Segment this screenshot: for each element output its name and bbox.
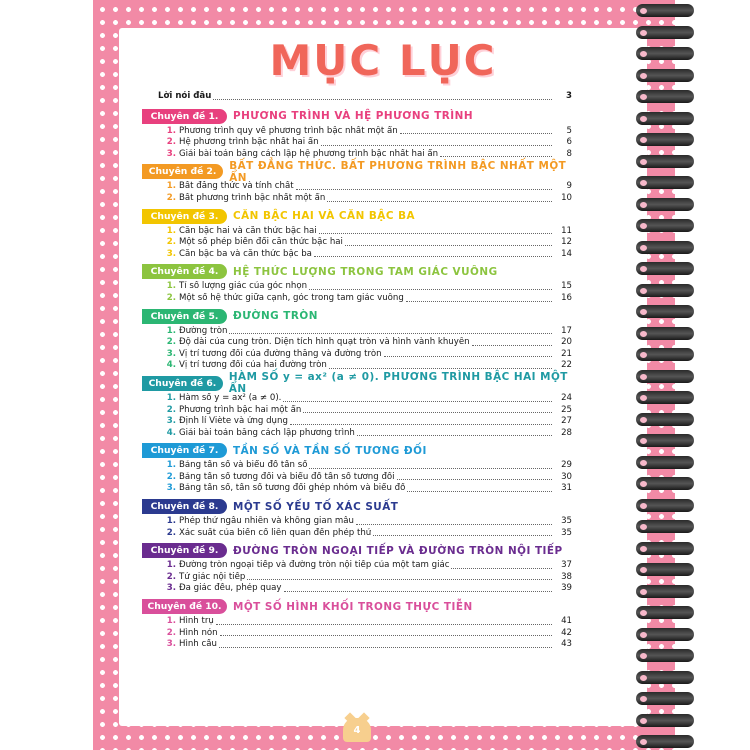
spiral-ring bbox=[636, 262, 694, 275]
leader-dots bbox=[373, 535, 552, 536]
toc-entry[interactable] bbox=[164, 181, 572, 193]
leader-dots bbox=[327, 201, 552, 202]
intro-page: 3 bbox=[566, 91, 572, 101]
topic-header[interactable] bbox=[142, 308, 572, 325]
entry-title: Độ dài của cung tròn. Diện tích hình quạt tròn và hình vành khuyên bbox=[179, 337, 470, 348]
topic-header[interactable] bbox=[142, 108, 572, 125]
entry-page: 25 bbox=[561, 404, 572, 415]
entry-number: 1. bbox=[166, 392, 176, 403]
entry-title: Hệ phương trình bậc nhất hai ẩn bbox=[179, 137, 319, 148]
entry-title: Bảng tần số và biểu đồ tần số bbox=[179, 460, 308, 471]
spiral-ring bbox=[636, 90, 694, 103]
entry-title: Một số phép biến đổi căn thức bậc hai bbox=[179, 237, 343, 248]
entry-page: 9 bbox=[566, 181, 572, 192]
topic-header[interactable] bbox=[142, 598, 572, 615]
spiral-ring bbox=[636, 456, 694, 469]
entry-page: 27 bbox=[561, 416, 572, 427]
page-number-tab: 4 bbox=[343, 718, 371, 742]
entry-number: 2. bbox=[166, 192, 176, 203]
entry-page: 24 bbox=[561, 392, 572, 403]
entry-title: Tỉ số lượng giác của góc nhọn bbox=[179, 281, 308, 292]
toc-entry[interactable] bbox=[164, 460, 572, 472]
spiral-ring bbox=[636, 735, 694, 748]
intro-label: Lời nói đầu bbox=[158, 91, 212, 101]
leader-dots bbox=[296, 189, 552, 190]
entry-number: 1. bbox=[166, 460, 176, 471]
toc-entry[interactable] bbox=[164, 628, 572, 640]
spiral-ring bbox=[636, 714, 694, 727]
entry-title: Đường tròn ngoại tiếp và đường tròn nội tiếp của một tam giác bbox=[179, 560, 450, 571]
topic-badge: Chuyên đề 5. bbox=[142, 309, 227, 324]
entry-page: 6 bbox=[566, 137, 572, 148]
spiral-ring bbox=[636, 370, 694, 383]
entry-page: 38 bbox=[561, 571, 572, 582]
entry-title: Căn bậc hai và căn thức bậc hai bbox=[179, 225, 317, 236]
leader-dots bbox=[397, 479, 552, 480]
leader-dots bbox=[309, 289, 552, 290]
topic-title: HỆ THỨC LƯỢNG TRONG TAM GIÁC VUÔNG bbox=[233, 265, 498, 278]
topic-header[interactable] bbox=[142, 208, 572, 225]
entry-number: 1. bbox=[166, 225, 176, 236]
spiral-ring bbox=[636, 606, 694, 619]
entry-number: 2. bbox=[166, 404, 176, 415]
entry-title: Vị trí tương đối của đường thẳng và đường tròn bbox=[179, 348, 382, 359]
entry-number: 4. bbox=[166, 360, 176, 371]
spiral-ring bbox=[636, 563, 694, 576]
topic-items bbox=[142, 181, 572, 204]
toc-entry[interactable] bbox=[164, 293, 572, 305]
entry-page: 35 bbox=[561, 527, 572, 538]
topic-title: BẤT ĐẲNG THỨC. BẤT PHƯƠNG TRÌNH BẬC NHẤT MỘT ẨN bbox=[229, 159, 567, 184]
entry-number: 3. bbox=[166, 348, 176, 359]
leader-dots bbox=[319, 233, 552, 234]
entry-number: 2. bbox=[166, 237, 176, 248]
topic-items bbox=[142, 393, 572, 439]
entry-number: 3. bbox=[166, 639, 176, 650]
toc-entry[interactable] bbox=[164, 337, 572, 349]
entry-page: 16 bbox=[561, 292, 572, 303]
entry-title: Hình cầu bbox=[179, 639, 217, 650]
topic-badge: Chuyên đề 2. bbox=[142, 164, 223, 179]
entry-number: 1. bbox=[166, 125, 176, 136]
entry-page: 42 bbox=[561, 627, 572, 638]
entry-page: 35 bbox=[561, 516, 572, 527]
entry-title: Định lí Viète và ứng dụng bbox=[179, 416, 288, 427]
toc-entry[interactable] bbox=[164, 583, 572, 595]
entry-number: 1. bbox=[166, 181, 176, 192]
leader-dots bbox=[219, 647, 552, 648]
spiral-ring bbox=[636, 348, 694, 361]
leader-dots bbox=[290, 424, 552, 425]
entry-title: Tứ giác nội tiếp bbox=[179, 571, 246, 582]
leader-dots bbox=[345, 245, 552, 246]
topic-badge: Chuyên đề 4. bbox=[142, 264, 227, 279]
entry-page: 17 bbox=[561, 325, 572, 336]
spiral-ring bbox=[636, 585, 694, 598]
leader-dots bbox=[451, 568, 552, 569]
entry-number: 2. bbox=[166, 137, 176, 148]
leader-dots bbox=[406, 301, 552, 302]
spiral-ring bbox=[636, 413, 694, 426]
entry-number: 2. bbox=[166, 292, 176, 303]
leader-dots bbox=[229, 333, 552, 334]
topic-badge: Chuyên đề 6. bbox=[142, 376, 223, 391]
leader-dots bbox=[283, 401, 552, 402]
entry-number: 3. bbox=[166, 416, 176, 427]
entry-number: 1. bbox=[166, 616, 176, 627]
leader-dots bbox=[216, 624, 552, 625]
toc-entry[interactable] bbox=[164, 560, 572, 572]
entry-number: 2. bbox=[166, 337, 176, 348]
topic-title: ĐƯỜNG TRÒN NGOẠI TIẾP VÀ ĐƯỜNG TRÒN NỘI TIẾP bbox=[233, 544, 563, 557]
topic-badge: Chuyên đề 10. bbox=[142, 599, 227, 614]
entry-number: 2. bbox=[166, 527, 176, 538]
table-of-contents bbox=[142, 91, 572, 651]
entry-page: 37 bbox=[561, 560, 572, 571]
entry-title: Giải bài toán bằng cách lập phương trình bbox=[179, 427, 355, 438]
topic-items bbox=[142, 616, 572, 651]
leader-dots bbox=[220, 635, 552, 636]
entry-title: Hình nón bbox=[179, 627, 218, 638]
spiral-ring bbox=[636, 520, 694, 533]
page-title: MỤC LỤC bbox=[269, 36, 497, 85]
spiral-ring bbox=[636, 176, 694, 189]
entry-page: 31 bbox=[561, 483, 572, 494]
entry-page: 10 bbox=[561, 192, 572, 203]
toc-entry[interactable] bbox=[164, 616, 572, 628]
entry-number: 3. bbox=[166, 483, 176, 494]
leader-dots bbox=[356, 524, 552, 525]
entry-page: 12 bbox=[561, 237, 572, 248]
toc-entry[interactable] bbox=[164, 516, 572, 528]
entry-number: 1. bbox=[166, 516, 176, 527]
topic-header[interactable] bbox=[142, 159, 572, 184]
leader-dots bbox=[213, 99, 552, 100]
topic-title: TẦN SỐ VÀ TẦN SỐ TƯƠNG ĐỐI bbox=[233, 444, 427, 457]
toc-entry[interactable] bbox=[164, 326, 572, 338]
toc-entry[interactable] bbox=[164, 483, 572, 495]
leader-dots bbox=[384, 356, 552, 357]
topic-badge: Chuyên đề 7. bbox=[142, 443, 227, 458]
leader-dots bbox=[357, 435, 552, 436]
entry-number: 3. bbox=[166, 248, 176, 259]
topic-items bbox=[142, 326, 572, 372]
entry-title: Đường tròn bbox=[179, 325, 228, 336]
entry-number: 1. bbox=[166, 281, 176, 292]
toc-entry[interactable] bbox=[164, 126, 572, 138]
spiral-ring bbox=[636, 305, 694, 318]
entry-page: 39 bbox=[561, 583, 572, 594]
spiral-ring bbox=[636, 4, 694, 17]
spiral-ring bbox=[636, 391, 694, 404]
topic-title: PHƯƠNG TRÌNH VÀ HỆ PHƯƠNG TRÌNH bbox=[233, 110, 474, 123]
leader-dots bbox=[321, 145, 552, 146]
spiral-ring bbox=[636, 671, 694, 684]
entry-title: Bảng tần số, tần số tương đối ghép nhóm và biểu đồ bbox=[179, 483, 406, 494]
spiral-ring bbox=[636, 155, 694, 168]
entry-title: Hàm số y = ax² (a ≠ 0). bbox=[179, 392, 282, 403]
topic-title: HÀM SỐ y = ax² (a ≠ 0). PHƯƠNG TRÌNH BẬC HAI MỘT ẨN bbox=[228, 371, 568, 396]
topic-header[interactable] bbox=[142, 263, 572, 280]
entry-number: 3. bbox=[166, 583, 176, 594]
toc-entry[interactable] bbox=[164, 416, 572, 428]
entry-number: 2. bbox=[166, 471, 176, 482]
toc-entry[interactable] bbox=[164, 639, 572, 651]
entry-page: 41 bbox=[561, 616, 572, 627]
entry-title: Bảng tần số tương đối và biểu đồ tần số tương đối bbox=[179, 471, 395, 482]
entry-title: Đa giác đều, phép quay bbox=[179, 583, 282, 594]
entry-number: 2. bbox=[166, 627, 176, 638]
entry-page: 30 bbox=[561, 471, 572, 482]
spiral-ring bbox=[636, 133, 694, 146]
entry-page: 15 bbox=[561, 281, 572, 292]
leader-dots bbox=[247, 579, 552, 580]
topic-items bbox=[142, 460, 572, 495]
toc-entry[interactable] bbox=[164, 193, 572, 205]
topic-header[interactable] bbox=[142, 371, 572, 396]
spiral-ring bbox=[636, 692, 694, 705]
topic-title: MỘT SỐ YẾU TỐ XÁC SUẤT bbox=[233, 500, 399, 513]
entry-page: 5 bbox=[566, 125, 572, 136]
entry-page: 43 bbox=[561, 639, 572, 650]
entry-page: 14 bbox=[561, 248, 572, 259]
topic-badge: Chuyên đề 9. bbox=[142, 543, 227, 558]
topic-badge: Chuyên đề 3. bbox=[142, 209, 227, 224]
entry-title: Phép thử ngẫu nhiên và không gian mẫu bbox=[179, 516, 354, 527]
topic-header[interactable] bbox=[142, 442, 572, 459]
leader-dots bbox=[440, 156, 552, 157]
toc-entry[interactable] bbox=[164, 249, 572, 261]
topic-items bbox=[142, 226, 572, 261]
spiral-binding bbox=[636, 0, 696, 750]
entry-title: Căn bậc ba và căn thức bậc ba bbox=[179, 248, 312, 259]
entry-page: 11 bbox=[561, 225, 572, 236]
intro-entry[interactable] bbox=[142, 91, 572, 103]
entry-title: Phương trình bậc hai một ẩn bbox=[179, 404, 302, 415]
spiral-ring bbox=[636, 477, 694, 490]
topic-badge: Chuyên đề 8. bbox=[142, 499, 227, 514]
topic-header[interactable] bbox=[142, 498, 572, 515]
entry-number: 1. bbox=[166, 560, 176, 571]
leader-dots bbox=[329, 368, 552, 369]
entry-number: 1. bbox=[166, 325, 176, 336]
spiral-ring bbox=[636, 112, 694, 125]
entry-title: Giải bài toán bằng cách lập hệ phương trình bậc nhất hai ẩn bbox=[179, 148, 439, 159]
spiral-ring bbox=[636, 327, 694, 340]
leader-dots bbox=[472, 345, 552, 346]
topic-items bbox=[142, 560, 572, 595]
toc-entry[interactable] bbox=[164, 149, 572, 161]
toc-entry[interactable] bbox=[164, 572, 572, 584]
entry-page: 28 bbox=[561, 427, 572, 438]
leader-dots bbox=[400, 133, 552, 134]
topic-title: CĂN BẬC HAI VÀ CĂN BẬC BA bbox=[233, 210, 416, 223]
topic-header[interactable] bbox=[142, 542, 572, 559]
toc-entry[interactable] bbox=[164, 226, 572, 238]
spiral-ring bbox=[636, 198, 694, 211]
entry-page: 21 bbox=[561, 348, 572, 359]
entry-page: 20 bbox=[561, 337, 572, 348]
entry-title: Xác suất của biến cố liên quan đến phép thử bbox=[179, 527, 372, 538]
leader-dots bbox=[303, 412, 552, 413]
spiral-ring bbox=[636, 628, 694, 641]
entry-title: Phương trình quy về phương trình bậc nhất một ẩn bbox=[179, 125, 398, 136]
entry-number: 3. bbox=[166, 148, 176, 159]
entry-title: Vị trí tương đối của hai đường tròn bbox=[179, 360, 327, 371]
toc-entry[interactable] bbox=[164, 428, 572, 440]
entry-number: 4. bbox=[166, 427, 176, 438]
entry-title: Bất đẳng thức và tính chất bbox=[179, 181, 294, 192]
topic-title: MỘT SỐ HÌNH KHỐI TRONG THỰC TIỄN bbox=[233, 600, 473, 613]
entry-title: Bất phương trình bậc nhất một ẩn bbox=[179, 192, 326, 203]
spiral-ring bbox=[636, 219, 694, 232]
toc-entry[interactable] bbox=[164, 237, 572, 249]
entry-page: 22 bbox=[561, 360, 572, 371]
spiral-ring bbox=[636, 434, 694, 447]
toc-entry[interactable] bbox=[164, 472, 572, 484]
topic-items bbox=[142, 516, 572, 539]
leader-dots bbox=[309, 468, 552, 469]
leader-dots bbox=[407, 491, 552, 492]
entry-number: 2. bbox=[166, 571, 176, 582]
toc-entry[interactable] bbox=[164, 349, 572, 361]
entry-page: 29 bbox=[561, 460, 572, 471]
spiral-ring bbox=[636, 241, 694, 254]
toc-entry[interactable] bbox=[164, 137, 572, 149]
toc-entry[interactable] bbox=[164, 405, 572, 417]
toc-entry[interactable] bbox=[164, 393, 572, 405]
topic-title: ĐƯỜNG TRÒN bbox=[233, 310, 318, 323]
toc-entry[interactable] bbox=[164, 360, 572, 372]
spiral-ring bbox=[636, 649, 694, 662]
entry-title: Hình trụ bbox=[179, 616, 214, 627]
topic-items bbox=[142, 126, 572, 161]
entry-title: Một số hệ thức giữa cạnh, góc trong tam giác vuông bbox=[179, 292, 404, 303]
topic-badge: Chuyên đề 1. bbox=[142, 109, 227, 124]
toc-entry[interactable] bbox=[164, 528, 572, 540]
leader-dots bbox=[314, 256, 552, 257]
spiral-ring bbox=[636, 542, 694, 555]
toc-entry[interactable] bbox=[164, 281, 572, 293]
topic-items bbox=[142, 281, 572, 304]
spiral-ring bbox=[636, 499, 694, 512]
entry-page: 8 bbox=[566, 148, 572, 159]
spiral-ring bbox=[636, 284, 694, 297]
leader-dots bbox=[284, 591, 552, 592]
